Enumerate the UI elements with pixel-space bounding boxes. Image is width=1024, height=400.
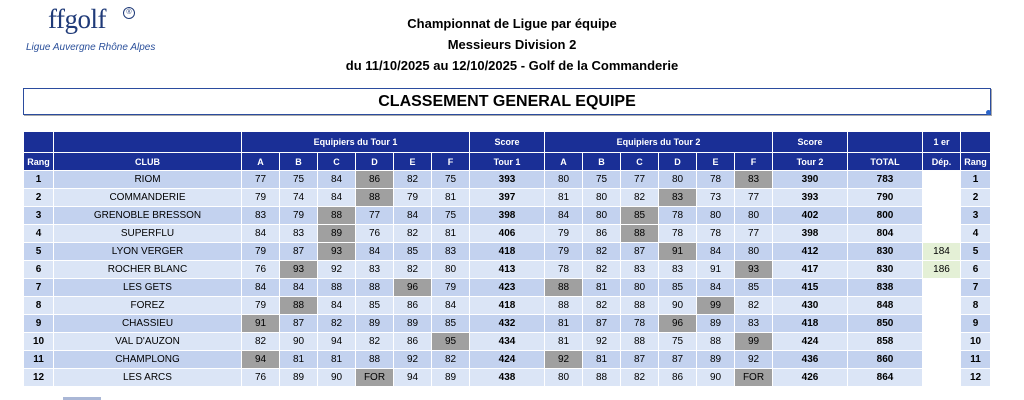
tour1-total-cell: 423 [470,279,545,297]
tour2-score-cell: 81 [545,189,583,207]
table-row [24,315,991,333]
tour2-score-cell: 92 [583,333,621,351]
tour2-total-cell: 402 [773,207,848,225]
rank-right-cell: 11 [961,351,991,369]
tour1-score-cell: 89 [356,315,394,333]
club-cell: LES ARCS [54,369,242,387]
tour2-score-cell: FOR [735,369,773,387]
tour2-score-cell: 78 [545,261,583,279]
rank-right-cell: 3 [961,207,991,225]
header-t1-b: B [280,153,318,171]
tour1-score-cell: 89 [318,225,356,243]
tour2-score-cell: 87 [621,351,659,369]
dep-cell: 184 [923,243,961,261]
tour1-score-cell: 75 [280,171,318,189]
total-cell: 864 [848,369,923,387]
tour2-total-cell: 424 [773,333,848,351]
header-t1-a: A [242,153,280,171]
tour2-score-cell: 77 [735,225,773,243]
tour2-score-cell: 82 [583,297,621,315]
club-cell: LYON VERGER [54,243,242,261]
header-total-top [848,132,923,153]
tour1-score-cell: 85 [432,315,470,333]
rank-right-cell: 10 [961,333,991,351]
tour1-score-cell: 88 [356,279,394,297]
dep-cell [923,225,961,243]
header-dep: Dép. [923,153,961,171]
table-row [24,243,991,261]
tour1-score-cell: 86 [394,333,432,351]
tour2-score-cell: 83 [659,189,697,207]
table-row [24,333,991,351]
tour2-score-cell: 96 [659,315,697,333]
tour1-score-cell: 90 [280,333,318,351]
tour2-score-cell: 78 [621,315,659,333]
table-row [24,297,991,315]
table-row [24,261,991,279]
tour1-score-cell: 85 [394,243,432,261]
tour2-score-cell: 88 [621,333,659,351]
tour2-total-cell: 436 [773,351,848,369]
tour1-total-cell: 434 [470,333,545,351]
club-cell: LES GETS [54,279,242,297]
tour1-score-cell: 82 [394,261,432,279]
header-t1-f: F [432,153,470,171]
tour2-score-cell: 83 [735,171,773,189]
tour1-score-cell: 84 [242,279,280,297]
table-row [24,369,991,387]
header-first: 1 er [923,132,961,153]
rank-right-cell: 4 [961,225,991,243]
dep-cell [923,279,961,297]
rank-cell: 10 [24,333,54,351]
section-title-box: CLASSEMENT GENERAL EQUIPE [23,88,991,115]
tour1-score-cell: 88 [356,351,394,369]
resize-handle[interactable] [986,110,991,115]
table-row [24,189,991,207]
tour1-score-cell: 85 [356,297,394,315]
tour1-score-cell: 84 [318,297,356,315]
header-t2-a: A [545,153,583,171]
tour1-score-cell: 76 [242,369,280,387]
tour2-score-cell: 91 [659,243,697,261]
table-row [24,207,991,225]
tour2-score-cell: 82 [621,369,659,387]
tour1-score-cell: 86 [394,297,432,315]
tour1-score-cell: 89 [280,369,318,387]
header-t2-f: F [735,153,773,171]
tour2-score-cell: 82 [735,297,773,315]
tour2-score-cell: 80 [545,171,583,189]
header-club-top [54,132,242,153]
tour2-total-cell: 390 [773,171,848,189]
header-rang2-top [961,132,991,153]
tour2-total-cell: 393 [773,189,848,207]
tour1-score-cell: 93 [280,261,318,279]
tour2-score-cell: 83 [735,315,773,333]
tour1-score-cell: 74 [280,189,318,207]
table-row [24,279,991,297]
tour2-score-cell: 81 [583,279,621,297]
dep-cell [923,297,961,315]
tour2-score-cell: 81 [545,315,583,333]
tour1-total-cell: 432 [470,315,545,333]
tour1-score-cell: 79 [242,297,280,315]
rank-right-cell: 2 [961,189,991,207]
registered-mark-icon: ® [123,7,135,19]
tour2-score-cell: 80 [621,279,659,297]
tour2-score-cell: 83 [659,261,697,279]
tour2-score-cell: 88 [583,369,621,387]
tour2-score-cell: 79 [545,243,583,261]
tour1-score-cell: 84 [318,189,356,207]
tour1-score-cell: 88 [318,279,356,297]
tour2-score-cell: 84 [697,243,735,261]
rank-cell: 7 [24,279,54,297]
tour1-score-cell: 84 [432,297,470,315]
rank-right-cell: 6 [961,261,991,279]
tour1-score-cell: 82 [318,315,356,333]
tour2-score-cell: 93 [735,261,773,279]
tour2-score-cell: 89 [697,351,735,369]
rank-right-cell: 8 [961,297,991,315]
header-t1-c: C [318,153,356,171]
header-t2-d: D [659,153,697,171]
table-row [24,225,991,243]
tour1-score-cell: 87 [280,243,318,261]
total-cell: 850 [848,315,923,333]
tour1-score-cell: 81 [432,189,470,207]
tour1-total-cell: 418 [470,297,545,315]
header-row-groups [24,132,991,153]
tour2-score-cell: 80 [735,207,773,225]
tour2-score-cell: 80 [583,207,621,225]
total-cell: 860 [848,351,923,369]
tour2-score-cell: 92 [735,351,773,369]
logo-wordmark: ffgolf [48,4,106,34]
tour2-score-cell: 87 [583,315,621,333]
header-tour2-group: Equipiers du Tour 2 [545,132,773,153]
tour1-score-cell: 83 [280,225,318,243]
tour1-score-cell: 94 [242,351,280,369]
tour2-score-cell: 79 [545,225,583,243]
dep-cell [923,315,961,333]
header-club: CLUB [54,153,242,171]
tour2-score-cell: 85 [735,279,773,297]
total-cell: 848 [848,297,923,315]
club-cell: COMMANDERIE [54,189,242,207]
tour1-score-cell: 82 [242,333,280,351]
tour1-score-cell: 88 [318,207,356,225]
club-cell: CHASSIEU [54,315,242,333]
tour1-score-cell: 88 [280,297,318,315]
tour1-score-cell: 79 [432,279,470,297]
tour2-score-cell: 78 [659,207,697,225]
tour1-score-cell: 82 [394,171,432,189]
tour2-score-cell: 87 [621,243,659,261]
tour1-score-cell: 79 [280,207,318,225]
tour1-total-cell: 398 [470,207,545,225]
tour2-score-cell: 99 [735,333,773,351]
tour1-score-cell: 77 [242,171,280,189]
tour1-score-cell: 89 [394,315,432,333]
tour1-score-cell: 81 [280,351,318,369]
tour2-score-cell: 90 [659,297,697,315]
tour2-score-cell: 85 [621,207,659,225]
results-table [23,131,991,387]
rank-cell: 5 [24,243,54,261]
dep-cell [923,189,961,207]
tour1-score-cell: 81 [432,225,470,243]
tour1-score-cell: 87 [280,315,318,333]
total-cell: 830 [848,243,923,261]
tour2-total-cell: 426 [773,369,848,387]
tour2-score-cell: 82 [583,261,621,279]
tour1-score-cell: 86 [356,171,394,189]
tour2-score-cell: 84 [545,207,583,225]
tour1-total-cell: 393 [470,171,545,189]
tour1-score-cell: 84 [394,207,432,225]
header-rang-right: Rang [961,153,991,171]
title-division: Messieurs Division 2 [447,37,577,52]
tour2-score-cell: 90 [697,369,735,387]
tour2-score-cell: 81 [545,333,583,351]
tour2-score-cell: 88 [545,279,583,297]
tour2-score-cell: 78 [659,225,697,243]
tour1-score-cell: FOR [356,369,394,387]
rank-right-cell: 7 [961,279,991,297]
header-row-columns [24,153,991,171]
tour1-score-cell: 77 [356,207,394,225]
tour1-score-cell: 75 [432,171,470,189]
tour2-total-cell: 412 [773,243,848,261]
header-rang: Rang [24,153,54,171]
tour2-score-cell: 88 [621,297,659,315]
logo-subtitle: Ligue Auvergne Rhône Alpes [26,42,156,53]
results-body [24,171,991,387]
tour2-total-cell: 417 [773,261,848,279]
tour1-score-cell: 82 [432,351,470,369]
header-t1-e: E [394,153,432,171]
tour2-score-cell: 80 [735,243,773,261]
tour2-score-cell: 99 [697,297,735,315]
tour2-score-cell: 73 [697,189,735,207]
tour1-score-cell: 91 [242,315,280,333]
tour2-score-cell: 88 [545,297,583,315]
tour2-score-cell: 77 [735,189,773,207]
tour2-score-cell: 88 [697,333,735,351]
header-corner [24,132,54,153]
rank-cell: 9 [24,315,54,333]
header-t2-e: E [697,153,735,171]
tour1-score-cell: 83 [356,261,394,279]
tour1-score-cell: 93 [318,243,356,261]
tour1-score-cell: 82 [356,333,394,351]
header-score2-top: Score [773,132,848,153]
tour2-score-cell: 86 [659,369,697,387]
dep-cell [923,333,961,351]
tour2-score-cell: 80 [583,189,621,207]
tour1-score-cell: 75 [432,207,470,225]
dep-cell: 186 [923,261,961,279]
tour1-score-cell: 89 [432,369,470,387]
tour1-score-cell: 95 [432,333,470,351]
rank-cell: 12 [24,369,54,387]
tour2-score-cell: 85 [659,279,697,297]
tour1-score-cell: 84 [242,225,280,243]
tour1-score-cell: 82 [394,225,432,243]
title-championship: Championnat de Ligue par équipe [407,16,617,31]
tour1-score-cell: 90 [318,369,356,387]
tour2-score-cell: 75 [583,171,621,189]
tour2-total-cell: 430 [773,297,848,315]
rank-cell: 1 [24,171,54,189]
tour1-score-cell: 88 [356,189,394,207]
tour1-score-cell: 79 [242,243,280,261]
tour1-score-cell: 84 [356,243,394,261]
club-cell: FOREZ [54,297,242,315]
table-row [24,171,991,189]
rank-right-cell: 5 [961,243,991,261]
total-cell: 790 [848,189,923,207]
table-row [24,351,991,369]
tour2-score-cell: 78 [697,171,735,189]
total-cell: 830 [848,261,923,279]
tour1-total-cell: 406 [470,225,545,243]
tour2-total-cell: 418 [773,315,848,333]
tour2-score-cell: 88 [621,225,659,243]
tour2-score-cell: 81 [583,351,621,369]
total-cell: 804 [848,225,923,243]
tour1-score-cell: 79 [242,189,280,207]
rank-cell: 3 [24,207,54,225]
tour1-score-cell: 83 [242,207,280,225]
tour2-score-cell: 82 [583,243,621,261]
total-cell: 838 [848,279,923,297]
club-cell: SUPERFLU [54,225,242,243]
header-t2-c: C [621,153,659,171]
total-cell: 858 [848,333,923,351]
tour2-score-cell: 89 [697,315,735,333]
header-tour1-group: Equipiers du Tour 1 [242,132,470,153]
tour1-score-cell: 84 [318,171,356,189]
tour1-score-cell: 94 [318,333,356,351]
tour2-score-cell: 92 [545,351,583,369]
tour1-total-cell: 413 [470,261,545,279]
tour2-total-cell: 398 [773,225,848,243]
dep-cell [923,369,961,387]
tour1-score-cell: 80 [432,261,470,279]
tour1-score-cell: 76 [356,225,394,243]
title-dates-venue: du 11/10/2025 au 12/10/2025 - Golf de la Commanderie [345,58,679,73]
tour1-score-cell: 76 [242,261,280,279]
tour2-score-cell: 77 [621,171,659,189]
tour1-score-cell: 79 [394,189,432,207]
tour2-score-cell: 80 [659,171,697,189]
header-tour2: Tour 2 [773,153,848,171]
tour2-score-cell: 91 [697,261,735,279]
club-cell: CHAMPLONG [54,351,242,369]
rank-cell: 8 [24,297,54,315]
header-total: TOTAL [848,153,923,171]
header-t1-d: D [356,153,394,171]
tour2-score-cell: 80 [697,207,735,225]
total-cell: 800 [848,207,923,225]
rank-cell: 4 [24,225,54,243]
header-score1-top: Score [470,132,545,153]
header-tour1: Tour 1 [470,153,545,171]
tour1-score-cell: 94 [394,369,432,387]
rank-cell: 11 [24,351,54,369]
tour1-total-cell: 397 [470,189,545,207]
tour2-score-cell: 83 [621,261,659,279]
rank-right-cell: 12 [961,369,991,387]
header-t2-b: B [583,153,621,171]
rank-cell: 6 [24,261,54,279]
rank-cell: 2 [24,189,54,207]
document-titles [0,13,1024,76]
tour2-score-cell: 80 [545,369,583,387]
total-cell: 783 [848,171,923,189]
rank-right-cell: 9 [961,315,991,333]
dep-cell [923,351,961,369]
tour1-score-cell: 81 [318,351,356,369]
tour2-score-cell: 84 [697,279,735,297]
dep-cell [923,171,961,189]
tour1-score-cell: 83 [432,243,470,261]
tour2-score-cell: 82 [621,189,659,207]
tour2-score-cell: 78 [697,225,735,243]
club-cell: RIOM [54,171,242,189]
club-cell: ROCHER BLANC [54,261,242,279]
rank-right-cell: 1 [961,171,991,189]
tour1-total-cell: 418 [470,243,545,261]
tour1-score-cell: 92 [318,261,356,279]
tour1-total-cell: 438 [470,369,545,387]
dep-cell [923,207,961,225]
tour2-score-cell: 75 [659,333,697,351]
club-cell: VAL D'AUZON [54,333,242,351]
tour1-score-cell: 92 [394,351,432,369]
tour2-score-cell: 86 [583,225,621,243]
tour1-score-cell: 84 [280,279,318,297]
tour2-total-cell: 415 [773,279,848,297]
tour1-total-cell: 424 [470,351,545,369]
club-cell: GRENOBLE BRESSON [54,207,242,225]
tour1-score-cell: 96 [394,279,432,297]
tour2-score-cell: 87 [659,351,697,369]
